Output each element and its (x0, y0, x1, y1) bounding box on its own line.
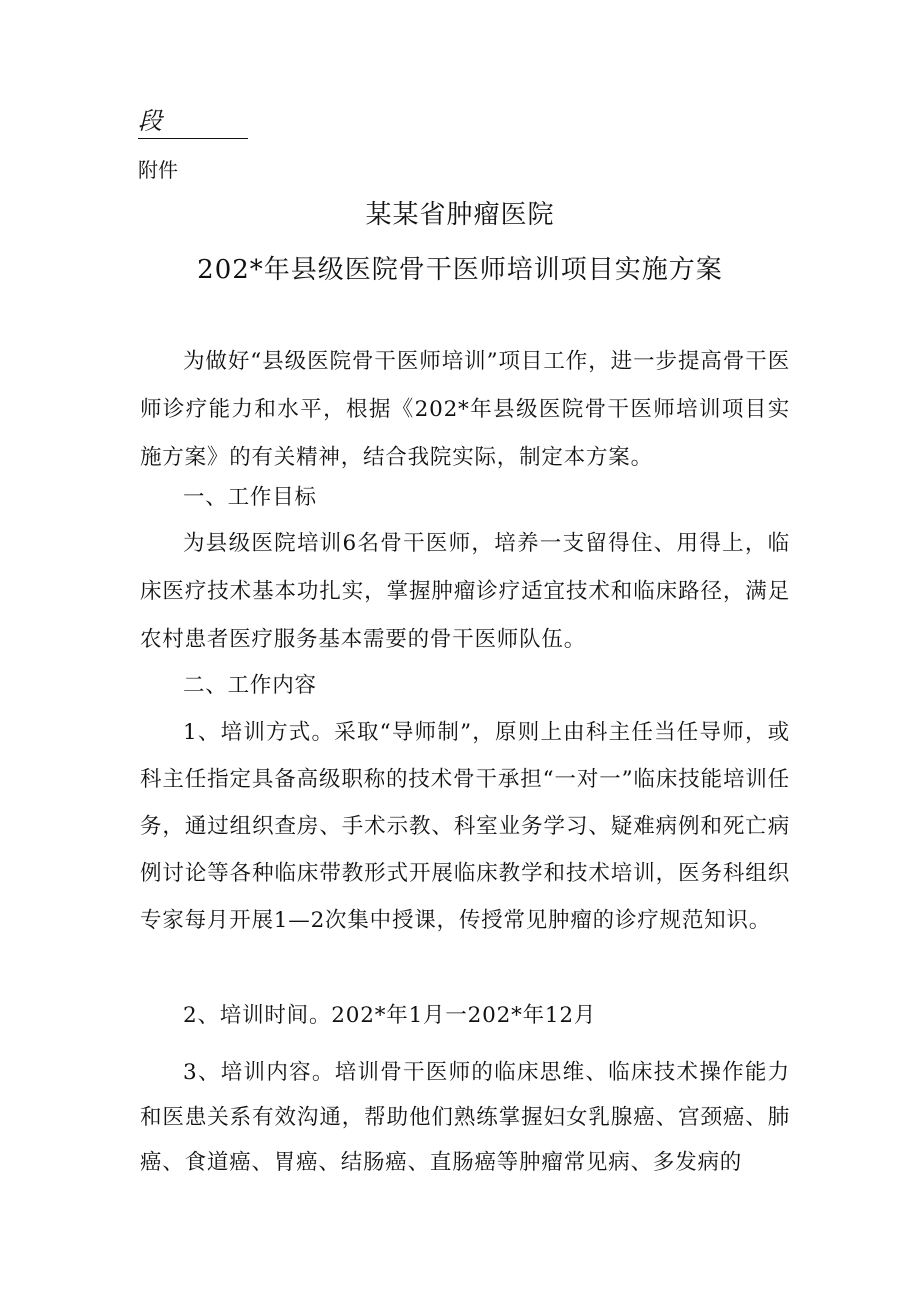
training-time-paragraph: 2、培训时间。202*年1月一202*年12月 (183, 1003, 597, 1028)
goal-paragraph: 为县级医院培训6名骨干医师，培养一支留得住、用得上，临床医疗技术基本功扎实，掌握肿瘤诊疗适宜技术和临床路径，满足农村患者医疗服务基本需要的骨干医师队伍。 (140, 531, 790, 652)
document-title-plan: 202*年县级医院骨干医师培训项目实施方案 (197, 255, 723, 285)
intro-paragraph: 为做好“县级医院骨干医师培训”项目工作，进一步提高骨干医师诊疗能力和水平，根据《202*年县级医院骨干医师培训项目实施方案》的有关精神，结合我院实际，制定本方案。 (140, 349, 790, 470)
section-heading-goal-block (140, 474, 790, 522)
training-time-section (140, 992, 790, 1040)
header-mark: 段 (138, 104, 248, 139)
section-heading-content: 二、工作内容 (183, 673, 317, 698)
training-method-paragraph: 1、培训方式。采取“导师制”，原则上由科主任当任导师，或科主任指定具备高级职称的技术骨干承担“一对一”临床技能培训任务，通过组织查房、手术示教、科室业务学习、疑难病例和死亡病例讨论等各种临床带教形式开展临床教学和技术培训，医务科组织专家每月开展1—2次集中授课，传授常见肿瘤的诊疗规范知识。 (140, 720, 790, 933)
section-heading-content-block (140, 662, 790, 710)
attachment-label: 附件 (138, 158, 178, 182)
section-heading-goal: 一、工作目标 (183, 485, 317, 510)
training-method-section (140, 709, 790, 944)
intro-section (140, 338, 790, 482)
training-content-section (140, 1050, 790, 1185)
document-title-institution: 某某省肿瘤医院 (365, 200, 555, 230)
training-content-paragraph: 3、培训内容。培训骨干医师的临床思维、临床技术操作能力和医患关系有效沟通，帮助他们熟练掌握妇女乳腺癌、宫颈癌、肺癌、食道癌、胃癌、结肠癌、直肠癌等肿瘤常见病、多发病的 (140, 1060, 790, 1175)
goal-section (140, 520, 790, 664)
